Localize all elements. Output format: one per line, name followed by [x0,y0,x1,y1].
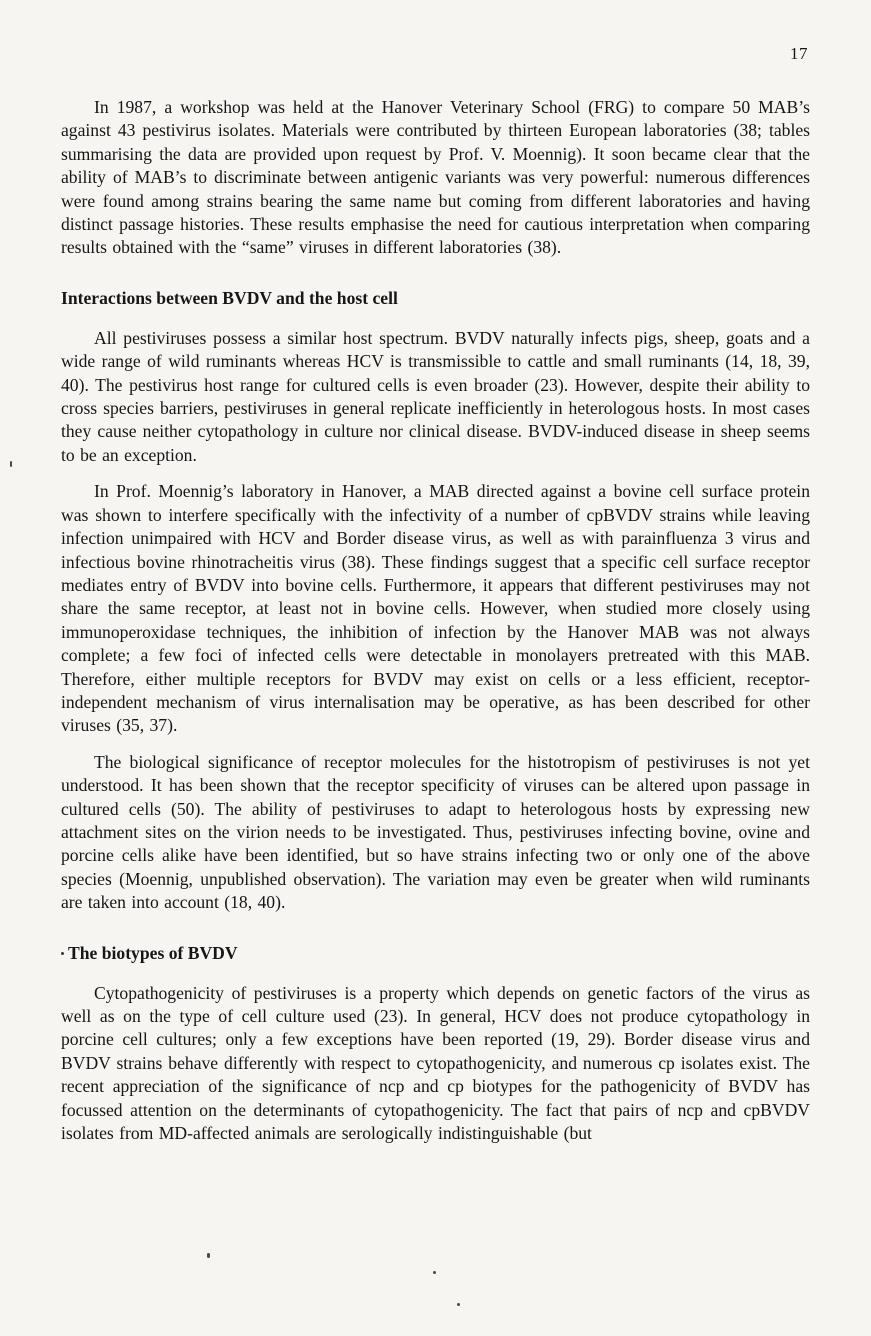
scan-artifact [10,461,12,467]
heading-text: The biotypes of BVDV [68,942,238,963]
scan-artifact [433,1271,436,1274]
paragraph-cytopathogenicity: Cytopathogenicity of pestiviruses is a property which depends on genetic factors of the virus as well as on the type of cell culture used (23). In general, HCV does not produce cytopathology in porcine cell cultures; only a few exceptions have been reported (19, 29). Border disease virus and BVDV strains behave differently with respect to cytopathogenicity, and numerous cp isolates exist. The recent appreciation of the significance of ncp and cp biotypes for the pathogenicity of BVDV has focussed attention on the determinants of cytopathogenicity. The fact that pairs of ncp and cpBVDV isolates from MD-affected animals are serologically indistinguishable (but [61,982,810,1144]
scan-artifact [457,1303,460,1306]
paragraph-host-spectrum: All pestiviruses possess a similar host spectrum. BVDV naturally infects pigs, sheep, goats and a wide range of wild ruminants whereas HCV is transmissible to cattle and small ruminants (14, 18, 39, 40). The pestivirus host range for cultured cells is even broader (23). However, despite their ability to cross species barriers, pestiviruses in general replicate inefficiently in heterologous hosts. In most cases they cause neither cytopathology in culture nor clinical disease. BVDV-induced disease in sheep seems to be an exception. [61,327,810,465]
paragraph-moennig-laboratory: In Prof. Moennig’s laboratory in Hanover, a MAB directed against a bovine cell surface protein was shown to interfere specifically with the infectivity of a number of cpBVDV strains while leaving infection unimpaired with HCV and Border disease virus, as well as with parainfluenza 3 virus and infectious bovine rhinotracheitis virus (38). These findings suggest that a specific cell surface receptor mediates entry of BVDV into bovine cells. Furthermore, it appears that different pestiviruses may not share the same receptor, at least not in bovine cells. However, when studied more closely using immunoperoxidase techniques, the inhibition of infection by the Hanover MAB was not always complete; a few foci of infected cells were detectable in monolayers pretreated with this MAB. Therefore, either multiple receptors for BVDV may exist on cells or a less efficient, receptor-independent mechanism of virus internalisation may be operative, as has been described for other viruses (35, 37). [61,481,810,736]
heading-text: Interactions between BVDV and the host cell [61,287,398,308]
section-heading-biotypes [61,942,810,965]
paragraph-receptor-significance: The biological significance of receptor molecules for the histotropism of pestiviruses is not yet understood. It has been shown that the receptor specificity of viruses can be altered upon passage in cultured cells (50). The ability of pestiviruses to adapt to heterologous hosts by expressing new attachment sites on the virion needs to be investigated. Thus, pestiviruses infecting bovine, ovine and porcine cells alike have been identified, but so have strains infecting two or only one of the above species (Moennig, unpublished observation). The variation may even be greater when wild ruminants are taken into account (18, 40). [61,751,810,913]
scan-artifact-dot [61,952,64,955]
scan-artifact [207,1253,210,1258]
page-number: 17 [790,44,808,63]
section-heading-interactions [61,287,810,310]
paragraph-workshop-1987: In 1987, a workshop was held at the Hanover Veterinary School (FRG) to compare 50 MAB’s against 43 pestivirus isolates. Materials were contributed by thirteen European laboratories (38; tables summarising the data are provided upon request by Prof. V. Moennig). It soon became clear that the ability of MAB’s to discriminate between antigenic variants was very powerful: numerous differences were found among strains bearing the same name but coming from different laboratories and having distinct passage histories. These results emphasise the need for cautious interpretation when comparing results obtained with the “same” viruses in different laboratories (38). [61,97,810,258]
